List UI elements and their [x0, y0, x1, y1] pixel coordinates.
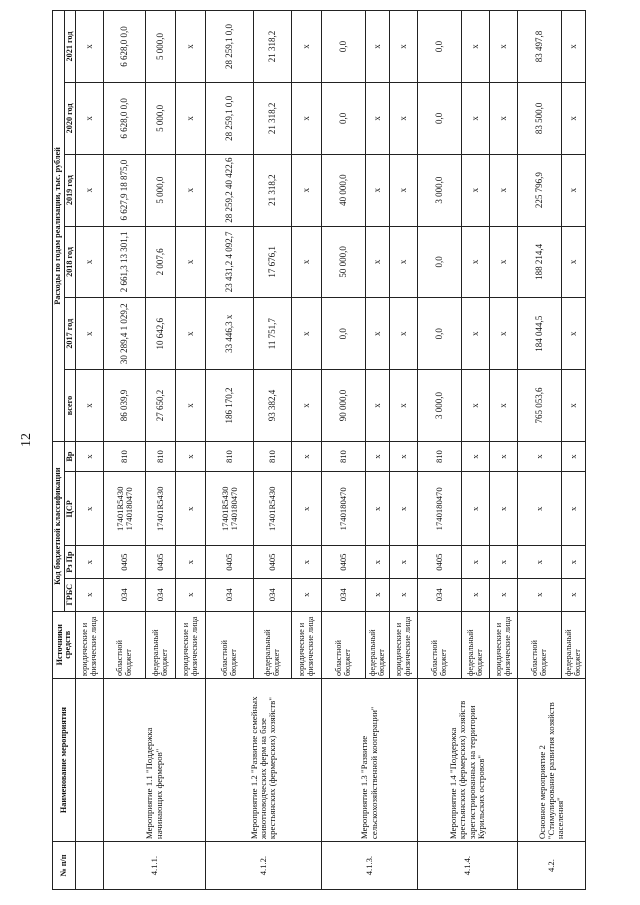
rzpr-cell: 0405	[206, 546, 254, 579]
y2017-cell: 0,0	[322, 298, 366, 370]
y2018-cell: x	[292, 226, 322, 298]
csr-cell: 17401R5430 1740180470	[206, 472, 254, 546]
y2017-cell: x	[292, 298, 322, 370]
y2021-cell: 83 497,8	[518, 11, 562, 83]
vr-cell: x	[366, 441, 390, 471]
grbs-cell: x	[462, 578, 490, 611]
source-cell: областной бюджет	[104, 611, 146, 678]
y2019-cell: 225 796,9	[518, 154, 562, 226]
total-cell: x	[462, 370, 490, 442]
vr-cell: 810	[322, 441, 366, 471]
item-number: 4.2.	[518, 842, 586, 890]
csr-cell: 17401R5430 1740180470	[104, 472, 146, 546]
y2018-cell: 50 000,0	[322, 226, 366, 298]
y2020-cell: 0,0	[418, 82, 462, 154]
csr-cell: 1740180470	[418, 472, 462, 546]
page-number: 12	[19, 433, 34, 447]
y2021-cell: x	[292, 11, 322, 83]
grbs-cell: x	[292, 578, 322, 611]
vr-cell: 810	[418, 441, 462, 471]
y2019-cell: 40 000,0	[322, 154, 366, 226]
rzpr-cell: x	[390, 546, 418, 579]
rzpr-cell: x	[562, 546, 586, 579]
source-cell: юридические и физические лица	[76, 611, 104, 678]
grbs-cell: 034	[206, 578, 254, 611]
y2020-cell: 83 500,0	[518, 82, 562, 154]
source-cell: юридические и физические лица	[292, 611, 322, 678]
y2019-cell: 6 627,9 18 875,0	[104, 154, 146, 226]
y2018-cell: 23 431,2 4 092,7	[206, 226, 254, 298]
y2017-cell: x	[366, 298, 390, 370]
y2018-cell: 17 676,1	[254, 226, 292, 298]
y2017-cell: 11 751,7	[254, 298, 292, 370]
source-cell: юридические и физические лица	[390, 611, 418, 678]
y2020-cell: x	[176, 82, 206, 154]
csr-cell: x	[490, 472, 518, 546]
y2020-cell: x	[490, 82, 518, 154]
header-rzpr: Рз Пр	[64, 546, 76, 579]
header-vr: Вр	[64, 441, 76, 471]
y2021-cell: 0,0	[322, 11, 366, 83]
grbs-cell: x	[518, 578, 562, 611]
rzpr-cell: x	[462, 546, 490, 579]
source-cell: юридические и физические лица	[176, 611, 206, 678]
y2018-cell: 2 007,6	[146, 226, 176, 298]
rzpr-cell: 0405	[254, 546, 292, 579]
y2019-cell: x	[366, 154, 390, 226]
csr-cell: x	[176, 472, 206, 546]
y2017-cell: x	[562, 298, 586, 370]
y2020-cell: 6 628,0 0,0	[104, 82, 146, 154]
y2019-cell: 3 000,0	[418, 154, 462, 226]
rzpr-cell: 0405	[146, 546, 176, 579]
csr-cell: x	[562, 472, 586, 546]
total-cell: 27 650,2	[146, 370, 176, 442]
vr-cell: x	[176, 441, 206, 471]
header-code-group: Код бюджетной классификации	[53, 441, 65, 611]
y2017-cell: 184 044,5	[518, 298, 562, 370]
y2019-cell: x	[76, 154, 104, 226]
total-cell: x	[490, 370, 518, 442]
y2018-cell: x	[176, 226, 206, 298]
y2019-cell: x	[490, 154, 518, 226]
total-cell: 186 170,2	[206, 370, 254, 442]
header-csr: ЦСР	[64, 472, 76, 546]
y2018-cell: x	[76, 226, 104, 298]
item-name: Основное мероприятие 2 "Стимулирование развития хозяйств населения"	[518, 678, 586, 841]
header-2018: 2018 год	[64, 226, 76, 298]
budget-table	[52, 10, 586, 890]
table-row	[76, 11, 104, 890]
grbs-cell: x	[366, 578, 390, 611]
rzpr-cell: x	[76, 546, 104, 579]
vr-cell: x	[562, 441, 586, 471]
source-cell: областной бюджет	[322, 611, 366, 678]
header-total: всего	[64, 370, 76, 442]
grbs-cell: x	[490, 578, 518, 611]
y2019-cell: 5 000,0	[146, 154, 176, 226]
y2021-cell: x	[562, 11, 586, 83]
grbs-cell: 034	[418, 578, 462, 611]
grbs-cell: 034	[104, 578, 146, 611]
vr-cell: x	[76, 441, 104, 471]
source-cell: областной бюджет	[206, 611, 254, 678]
total-cell: 765 053,6	[518, 370, 562, 442]
total-cell: x	[390, 370, 418, 442]
rzpr-cell: 0405	[418, 546, 462, 579]
y2021-cell: x	[462, 11, 490, 83]
y2020-cell: x	[390, 82, 418, 154]
csr-cell: 17401R5430	[254, 472, 292, 546]
table-body	[76, 11, 586, 890]
y2020-cell: x	[462, 82, 490, 154]
csr-cell: x	[462, 472, 490, 546]
y2019-cell: x	[176, 154, 206, 226]
source-cell: областной бюджет	[518, 611, 562, 678]
item-number: 4.1.2.	[206, 842, 322, 890]
csr-cell: x	[76, 472, 104, 546]
rzpr-cell: x	[490, 546, 518, 579]
y2018-cell: 188 214,4	[518, 226, 562, 298]
source-cell: федеральный бюджет	[366, 611, 390, 678]
source-cell: юридические и физические лица	[490, 611, 518, 678]
y2019-cell: x	[462, 154, 490, 226]
source-cell: федеральный бюджет	[146, 611, 176, 678]
vr-cell: x	[518, 441, 562, 471]
header-2021: 2021 год	[64, 11, 76, 83]
total-cell: x	[562, 370, 586, 442]
y2020-cell: x	[366, 82, 390, 154]
source-cell: федеральный бюджет	[562, 611, 586, 678]
y2020-cell: 21 318,2	[254, 82, 292, 154]
y2021-cell: 6 628,0 0,0	[104, 11, 146, 83]
y2018-cell: x	[366, 226, 390, 298]
y2019-cell: 28 259,2 40 422,6	[206, 154, 254, 226]
rotated-page	[52, 10, 632, 890]
rzpr-cell: x	[176, 546, 206, 579]
grbs-cell: x	[562, 578, 586, 611]
rzpr-cell: x	[366, 546, 390, 579]
y2020-cell: x	[76, 82, 104, 154]
y2019-cell: 21 318,2	[254, 154, 292, 226]
y2017-cell: 33 446,3 x	[206, 298, 254, 370]
csr-cell: 1740180470	[322, 472, 366, 546]
item-name: Мероприятие 1.1 "Поддержка начинающих фермеров"	[104, 678, 206, 841]
total-cell: x	[176, 370, 206, 442]
item-number	[76, 842, 104, 890]
y2017-cell: x	[490, 298, 518, 370]
y2021-cell: 28 259,1 0,0	[206, 11, 254, 83]
y2017-cell: 30 289,4 1 029,2	[104, 298, 146, 370]
header-2020: 2020 год	[64, 82, 76, 154]
item-name: Мероприятие 1.2 "Развитие семейных животноводческих ферм на базе крестьянских (фермерских) хозяйств"	[206, 678, 322, 841]
rzpr-cell: 0405	[322, 546, 366, 579]
table-row	[104, 11, 146, 890]
grbs-cell: x	[76, 578, 104, 611]
vr-cell: x	[292, 441, 322, 471]
item-name: Мероприятие 1.3 "Развитие сельскохозяйственной кооперации"	[322, 678, 418, 841]
grbs-cell: x	[390, 578, 418, 611]
y2021-cell: 0,0	[418, 11, 462, 83]
y2021-cell: x	[76, 11, 104, 83]
y2018-cell: x	[490, 226, 518, 298]
y2020-cell: 28 259,1 0,0	[206, 82, 254, 154]
source-cell: федеральный бюджет	[254, 611, 292, 678]
y2017-cell: x	[176, 298, 206, 370]
y2018-cell: 2 661,3 13 301,1	[104, 226, 146, 298]
y2018-cell: 0,0	[418, 226, 462, 298]
total-cell: 3 000,0	[418, 370, 462, 442]
y2018-cell: x	[462, 226, 490, 298]
csr-cell: x	[366, 472, 390, 546]
y2020-cell: 5 000,0	[146, 82, 176, 154]
csr-cell: 17401R5430	[146, 472, 176, 546]
header-2017: 2017 год	[64, 298, 76, 370]
header-source: Источники средств	[53, 611, 76, 678]
y2021-cell: 21 318,2	[254, 11, 292, 83]
total-cell: 86 039,9	[104, 370, 146, 442]
table-row	[518, 11, 562, 890]
total-cell: x	[76, 370, 104, 442]
item-number: 4.1.4.	[418, 842, 518, 890]
y2019-cell: x	[390, 154, 418, 226]
y2017-cell: 0,0	[418, 298, 462, 370]
y2017-cell: x	[76, 298, 104, 370]
rzpr-cell: x	[292, 546, 322, 579]
grbs-cell: x	[176, 578, 206, 611]
csr-cell: x	[292, 472, 322, 546]
total-cell: 90 000,0	[322, 370, 366, 442]
y2020-cell: 0,0	[322, 82, 366, 154]
total-cell: x	[292, 370, 322, 442]
y2021-cell: x	[366, 11, 390, 83]
vr-cell: 810	[146, 441, 176, 471]
vr-cell: 810	[254, 441, 292, 471]
grbs-cell: 034	[146, 578, 176, 611]
item-number: 4.1.1.	[104, 842, 206, 890]
grbs-cell: 034	[254, 578, 292, 611]
y2021-cell: x	[490, 11, 518, 83]
item-number: 4.1.3.	[322, 842, 418, 890]
total-cell: x	[366, 370, 390, 442]
y2017-cell: x	[390, 298, 418, 370]
csr-cell: x	[390, 472, 418, 546]
y2018-cell: x	[562, 226, 586, 298]
y2017-cell: 10 642,6	[146, 298, 176, 370]
rzpr-cell: x	[518, 546, 562, 579]
y2019-cell: x	[292, 154, 322, 226]
y2021-cell: 5 000,0	[146, 11, 176, 83]
header-expenses-group: Расходы по годам реализации, тыс. рублей	[53, 11, 65, 442]
rzpr-cell: 0405	[104, 546, 146, 579]
header-grbs: ГРБС	[64, 578, 76, 611]
y2020-cell: x	[292, 82, 322, 154]
grbs-cell: 034	[322, 578, 366, 611]
vr-cell: x	[390, 441, 418, 471]
source-cell: федеральный бюджет	[462, 611, 490, 678]
y2019-cell: x	[562, 154, 586, 226]
source-cell: областной бюджет	[418, 611, 462, 678]
vr-cell: 810	[104, 441, 146, 471]
y2021-cell: x	[390, 11, 418, 83]
y2018-cell: x	[390, 226, 418, 298]
table-row	[206, 11, 254, 890]
y2021-cell: x	[176, 11, 206, 83]
y2020-cell: x	[562, 82, 586, 154]
header-2019: 2019 год	[64, 154, 76, 226]
csr-cell: x	[518, 472, 562, 546]
vr-cell: x	[462, 441, 490, 471]
total-cell: 93 382,4	[254, 370, 292, 442]
header-num: № п/п	[53, 842, 76, 890]
y2017-cell: x	[462, 298, 490, 370]
vr-cell: 810	[206, 441, 254, 471]
vr-cell: x	[490, 441, 518, 471]
item-name	[76, 678, 104, 841]
table-row	[322, 11, 366, 890]
item-name: Мероприятие 1.4 "Поддержка крестьянских (фермерских) хозяйств зарегистрированных на территории Курильских островов"	[418, 678, 518, 841]
header-name: Наименование мероприятия	[53, 678, 76, 841]
table-row	[418, 11, 462, 890]
